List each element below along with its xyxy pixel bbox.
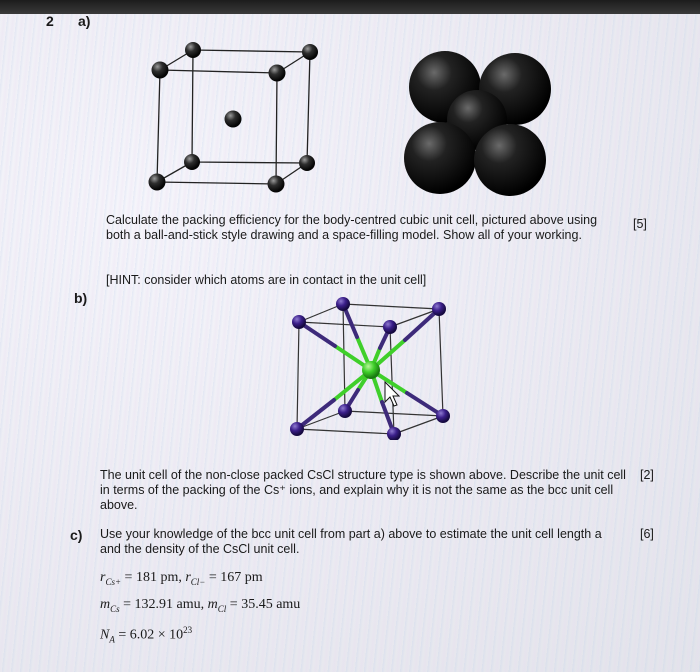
corner-atom <box>269 65 286 82</box>
avogadro-exponent: 23 <box>183 625 193 635</box>
part-b-label: b) <box>74 290 88 306</box>
corner-atom <box>149 174 166 191</box>
avogadro-line: $N_A = 6.02 \times 10^{23}$ <box>100 625 193 645</box>
atomic-mass-line: $m_{Cs} = 132.91$ amu, $m_{Cl} = 35.45$ amu <box>100 597 301 614</box>
part-c-label: c) <box>70 527 83 543</box>
part-a-marks: [5] <box>633 217 647 231</box>
question-number: 2 <box>46 13 54 29</box>
cs-radius-value: 181 pm, <box>135 570 182 585</box>
part-a-hint: [HINT: consider which atoms are in contact in the unit cell] <box>106 273 427 287</box>
cs-ion <box>436 409 450 423</box>
top-dark-border <box>0 0 700 14</box>
part-b-question-text: The unit cell of the non-close packed CsCl structure type is shown above. Describe the unit cell in terms of the packing of the Cs⁺ ions, and explain why it is not the same as the bcc unit cell above. <box>100 468 626 512</box>
bcc-space-filling-diagram <box>395 45 560 200</box>
cs-ion <box>383 320 397 334</box>
part-a-label: a) <box>78 13 91 29</box>
cs-ion <box>387 427 401 440</box>
part-b-marks: [2] <box>640 468 654 482</box>
body-centre-atom <box>225 111 242 128</box>
cs-ion <box>292 315 306 329</box>
cs-ion <box>338 404 352 418</box>
part-c-question-text: Use your knowledge of the bcc unit cell from part a) above to estimate the unit cell length a and the density of the CsCl unit cell. <box>100 527 602 556</box>
bcc-ball-and-stick-diagram <box>140 35 330 195</box>
cl-ion <box>362 361 380 379</box>
corner-atom <box>302 44 318 60</box>
cs-ion <box>432 302 446 316</box>
cl-radius-value: 167 pm <box>220 570 263 585</box>
cs-ion <box>336 297 350 311</box>
corner-atom <box>268 176 285 193</box>
ionic-radii-line: $r_{Cs+} = 181$ pm, $r_{Cl-} = 167$ pm <box>100 570 263 587</box>
cs-mass-value: 132.91 amu, <box>134 597 205 612</box>
part-a-question-text: Calculate the packing efficiency for the body-centred cubic unit cell, pictured above using both a ball-and-stick style drawing and a space-filling model. Show all of your working. <box>106 213 598 242</box>
cscl-unit-cell-diagram <box>285 290 455 440</box>
corner-atom <box>299 155 315 171</box>
corner-atom <box>152 62 169 79</box>
corner-atom <box>185 42 201 58</box>
cs-ion <box>290 422 304 436</box>
avogadro-mantissa: 6.02 <box>129 627 155 643</box>
cl-mass-value: 35.45 amu <box>241 597 301 612</box>
part-c-marks: [6] <box>640 527 654 541</box>
corner-atom <box>184 154 200 170</box>
